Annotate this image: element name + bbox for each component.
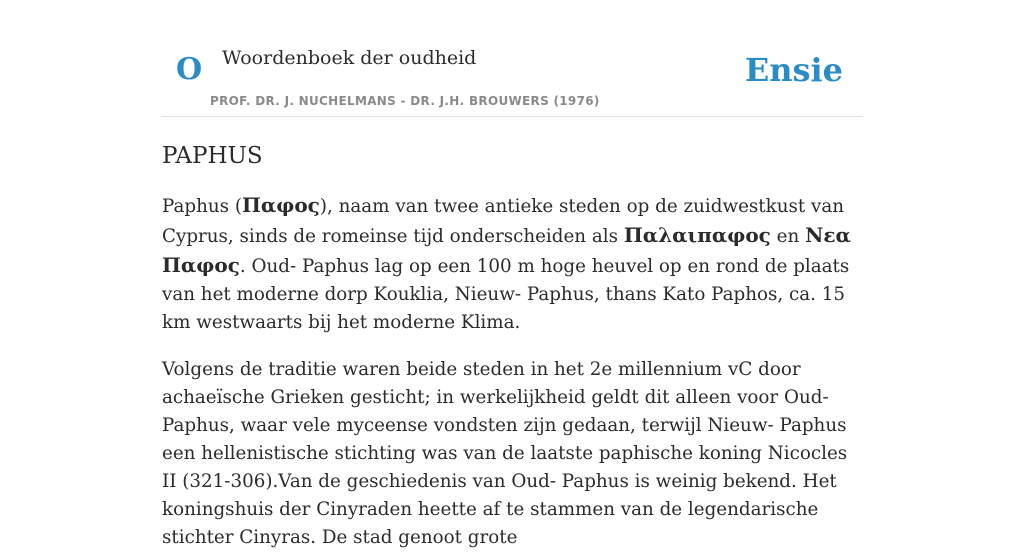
greek-term: Νεα Παφος	[162, 223, 851, 277]
entry-paragraph-2: Volgens de traditie waren beide steden in het 2e millennium vC door achaeïsche Grieken gesticht; in werkelijkheid geldt dit alleen voor Oud- Paphus, waar vele myceense vondsten zijn gedaan, terwijl Nieuw- Paphus een hellenistische stichting was van de laatste paphische koning Nicocles II (321-306).Van de geschiedenis van Oud- Paphus is weinig bekend. Het koningshuis der Cinyraden heette af te stammen van de legendarische stichter Cinyras. De stad genoot grote	[162, 359, 848, 548]
book-title[interactable]: Woordenboek der oudheid	[222, 47, 477, 69]
brand-logo-link[interactable]: Ensie	[744, 51, 843, 89]
paragraph-text: . Oud- Paphus lag op een 100 m hoge heuvel op en rond de plaats van het moderne dorp Kouklia, Nieuw- Paphus, thans Kato Paphos, ca. 15 km westwaarts bij het moderne Klima.	[162, 256, 850, 333]
paragraph-text: en	[770, 226, 806, 247]
index-letter[interactable]: O	[176, 52, 203, 87]
entry-paragraph-1	[162, 191, 862, 337]
paragraph-text: Paphus (	[162, 196, 242, 217]
book-authors: PROF. DR. J. NUCHELMANS - DR. J.H. BROUWERS (1976)	[210, 94, 600, 108]
page	[162, 0, 862, 552]
greek-term: Παλαιπαφος	[623, 223, 771, 247]
paragraph-text: ), naam van twee antieke steden op de zuidwestkust van Cyprus, sinds de romeinse tijd onderscheiden als	[162, 196, 845, 247]
header	[162, 0, 862, 117]
entry-title: PAPHUS	[162, 143, 263, 169]
greek-term: Παφος	[241, 193, 320, 217]
